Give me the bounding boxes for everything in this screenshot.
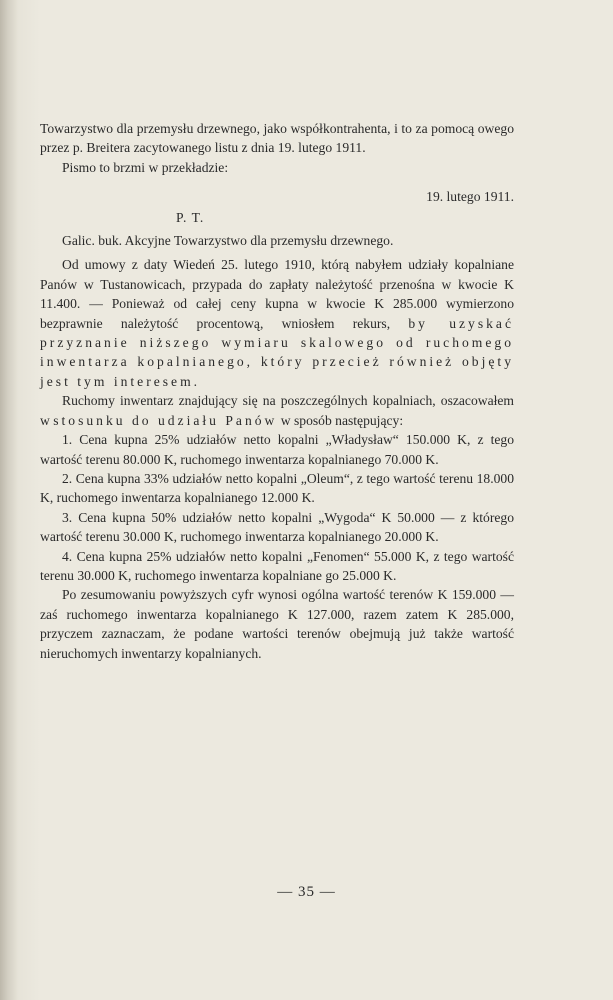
list-item-wladyslaw: 1. Cena kupna 25% udziałów netto kopalni „Władysław“ 150.000 K, z tego wartość terenu 80.000 K, ruchomego inwentarza kopalnianego 70.000 K.	[40, 432, 514, 467]
paragraph-summary: Po zesumowaniu powyższych cyfr wynosi ogólna wartość terenów K 159.000 — zaś ruchomego inwentarza kopalnianego K 127.000, razem zatem K 285.000, przyczem zaznaczam, że podane wartości terenów obejmują już także wartość nieruchomych inwentarzy kopalnianych.	[40, 587, 514, 661]
paragraph-letter-intro: Pismo to brzmi w przekładzie:	[62, 159, 229, 175]
letter-addressee: Galic. buk. Akcyjne Towarzystwo dla przemysłu drzewnego.	[62, 233, 394, 249]
page-number: — 35 —	[277, 884, 336, 900]
list-item-wygoda: 3. Cena kupna 50% udziałów netto kopalni „Wygoda“ K 50.000 — z którego wartość terenu 30.000 K, ruchomego inwentarza kopalnianego 20.000 K.	[40, 509, 514, 545]
paragraph-contract	[40, 255, 514, 391]
paragraph-inventory-start: Ruchomy inwentarz znajdujący się na poszczególnych kopalniach, oszacowałem w	[40, 393, 514, 428]
letter-salutation: P. T.	[176, 209, 205, 225]
paragraph-contract-text: Od umowy z daty Wiedeń 25. lutego 1910, którą nabyłem udziały kopalniane Panów w Tustanowicach, przypada do zapłaty należytość przenośna w kwocie K 11.400. — Ponieważ od całej ceny kupna w kwocie K 285.000 wymierzono bezprawnie należytość procentową, wniosłem rekurs,	[40, 257, 514, 331]
letter-date: 19. lutego 1911.	[426, 189, 514, 205]
binding-edge	[0, 0, 18, 1000]
list-item-fenomen: 4. Cena kupna 25% udziałów netto kopalni „Fenomen“ 55.000 K, z tego wartość terenu 30.000 K, ruchomego inwentarza kopalniane go 25.000 K.	[40, 548, 514, 583]
paragraph-contract-emphasis: by uzyskać przyznanie niższego wymiaru skalowego od ruchomego inwentarza kopalnianego, który przecież również objęty jest tym interesem.	[40, 315, 514, 389]
paragraph-inventory-emphasis: stosunku do udziału Panów	[53, 412, 278, 428]
list-item-oleum: 2. Cena kupna 33% udziałów netto kopalni „Oleum“, z tego wartość terenu 18.000 K, ruchomego inwentarza kopalnianego 12.000 K.	[40, 470, 514, 506]
paragraph-inventory	[40, 391, 514, 430]
paragraph-continuation: Towarzystwo dla przemysłu drzewnego, jako współkontrahenta, i to za pomocą owego przez p. Breitera zacytowanego listu z dnia 19. lutego 1911.	[40, 121, 514, 156]
document-body	[40, 119, 514, 663]
paragraph-inventory-end: w sposób następujący:	[277, 412, 404, 428]
